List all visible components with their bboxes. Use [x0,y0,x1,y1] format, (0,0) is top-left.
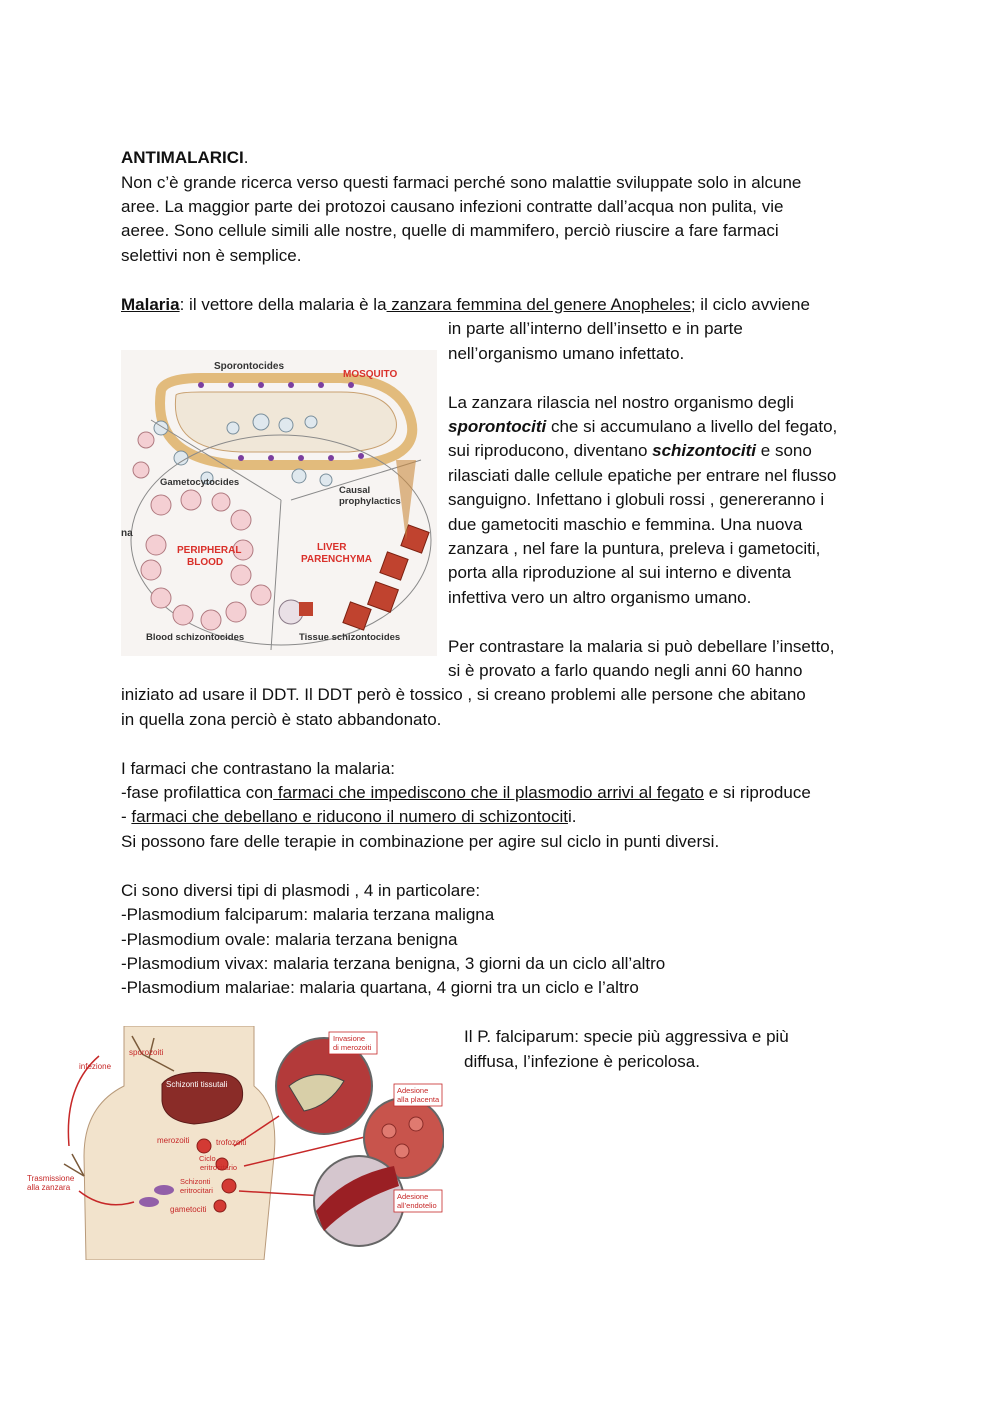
label-trasmissione: Trasmissione [27,1174,75,1183]
drugs-underlined: farmaci che impediscono che il plasmodio arrivi al fegato [273,783,705,802]
intro-line-4: selettivi non è semplice. [121,246,302,265]
cycle-text: sui riproducono, diventano [448,441,653,460]
label-adesione-endotelio-1: Adesione [397,1192,429,1201]
label-alla-zanzara: alla zanzara [27,1183,71,1192]
label-tissue-schizontocides: Tissue schizontocides [299,632,401,643]
label-prophylactics: prophylactics [339,496,401,507]
label-invasione: Invasione [333,1034,366,1043]
label-gametocytocides: Gametocytocides [160,477,240,488]
label-sporontocides: Sporontocides [214,361,285,372]
malaria-line-3: nell’organismo umano infettato. [448,344,685,363]
label-adesione-placenta-2: alla placenta [397,1095,440,1104]
label-ciclo: Ciclo [199,1154,216,1163]
term-sporontociti: sporontociti [448,417,547,436]
drugs-text: e si riproduce [704,783,811,802]
cycle-line-1: La zanzara rilascia nel nostro organismo degli [448,393,794,412]
intro-line-3: aeree. Sono cellule simili alle nostre, quelle di mammifero, perciò riuscire a fare farmaci [121,221,779,240]
cycle-text: e sono [756,441,812,460]
label-edge: na [121,528,133,539]
page-title [121,146,249,171]
drugs-text: -fase profilattica con [121,783,274,802]
drugs-line-2 [121,781,811,806]
label-di-merozoiti: di merozoiti [333,1043,372,1052]
ddt-line-3: iniziato ad usare il DDT. Il DDT però è tossico , si creano problemi alle persone che abitano [121,685,806,704]
malaria-text: : il vettore della malaria è la [179,295,387,314]
drugs-line-1: I farmaci che contrastano la malaria: [121,759,396,778]
drugs-text: - [121,807,132,826]
cycle-line-2 [448,415,837,440]
cycle-line-6: due gametociti maschio e femmina. Una nuova [448,515,803,534]
malaria-heading: Malaria [121,295,180,314]
falciparum-line-2: diffusa, l’infezione è pericolosa. [464,1052,700,1071]
label-merozoiti: merozoiti [157,1136,190,1145]
drugs-line-4: Si possono fare delle terapie in combinazione per agire sul ciclo in punti diversi. [121,832,720,851]
malaria-text-end: ; il ciclo avviene [690,295,810,314]
cycle-line-7: zanzara , nel fare la puntura, preleva i gametociti, [448,539,821,558]
label-infezione: infezione [79,1062,112,1071]
label-adesione-placenta-1: Adesione [397,1086,429,1095]
label-gametociti: gametociti [170,1205,207,1214]
ddt-line-2: si è provato a farlo quando negli anni 60 hanno [448,661,803,680]
types-line-5: -Plasmodium malariae: malaria quartana, 4 giorni tra un ciclo e l’altro [121,978,639,997]
cycle-line-3 [448,439,812,464]
anopheles-underlined: zanzara femmina del genere Anopheles [386,295,691,314]
label-liver: LIVER [317,542,347,553]
cycle-line-4: rilasciati dalle cellule epatiche per entrare nel flusso [448,466,837,485]
label-trofozoiti: trofozoiti [216,1138,247,1147]
cycle-line-9: infettiva vero un altro organismo umano. [448,588,752,607]
label-schizonti-eritrocitari-1: Schizonti [180,1177,211,1186]
cycle-line-8: porta alla riproduzione al sui interno e diventa [448,563,792,582]
types-line-4: -Plasmodium vivax: malaria terzana benigna, 3 giorni da un ciclo all’altro [121,954,666,973]
cycle-text: che si accumulano a livello del fegato, [546,417,838,436]
label-sporozoiti: sporozoiti [129,1048,164,1057]
ddt-line-1: Per contrastare la malaria si può debellare l’insetto, [448,637,835,656]
label-schizonti-tissutali: Schizonti tissutali [166,1080,228,1089]
label-peripheral: PERIPHERAL [177,545,242,556]
title-dot: . [243,148,249,167]
malaria-line-1 [121,293,810,318]
drugs-text: i. [567,807,577,826]
falciparum-body-figure [24,1026,444,1260]
cycle-line-5: sanguigno. Infettano i globuli rossi , genereranno i [448,490,825,509]
label-eritrocitario: eritrocitario [200,1163,238,1172]
intro-line-2: aree. La maggior parte dei protozoi causano infezioni contratte dall’acqua non pulita, vie [121,197,784,216]
types-line-3: -Plasmodium ovale: malaria terzana benigna [121,930,458,949]
label-parenchyma: PARENCHYMA [301,554,372,565]
types-line-2: -Plasmodium falciparum: malaria terzana maligna [121,905,495,924]
label-schizonti-eritrocitari-2: eritrocitari [180,1186,213,1195]
label-blood-schizontocides: Blood schizontocides [146,632,245,643]
title-text: ANTIMALARICI [121,148,244,167]
label-mosquito: MOSQUITO [343,369,398,380]
malaria-line-2: in parte all’interno dell’insetto e in parte [448,319,743,338]
falciparum-line-1: Il P. falciparum: specie più aggressiva e più [464,1027,789,1046]
drugs-line-3 [121,805,576,830]
malaria-cycle-figure [121,350,437,656]
label-blood: BLOOD [187,557,224,568]
ddt-line-4: in quella zona perciò è stato abbandonato. [121,710,442,729]
label-causal: Causal [339,485,371,496]
drugs-underlined: farmaci che debellano e riducono il numero di schizontocit [131,807,568,826]
intro-line-1: Non c’è grande ricerca verso questi farmaci perché sono malattie sviluppate solo in alcune [121,173,802,192]
types-line-1: Ci sono diversi tipi di plasmodi , 4 in particolare: [121,881,481,900]
label-adesione-endotelio-2: all’endotelio [397,1201,437,1210]
term-schizontociti: schizontociti [652,441,757,460]
